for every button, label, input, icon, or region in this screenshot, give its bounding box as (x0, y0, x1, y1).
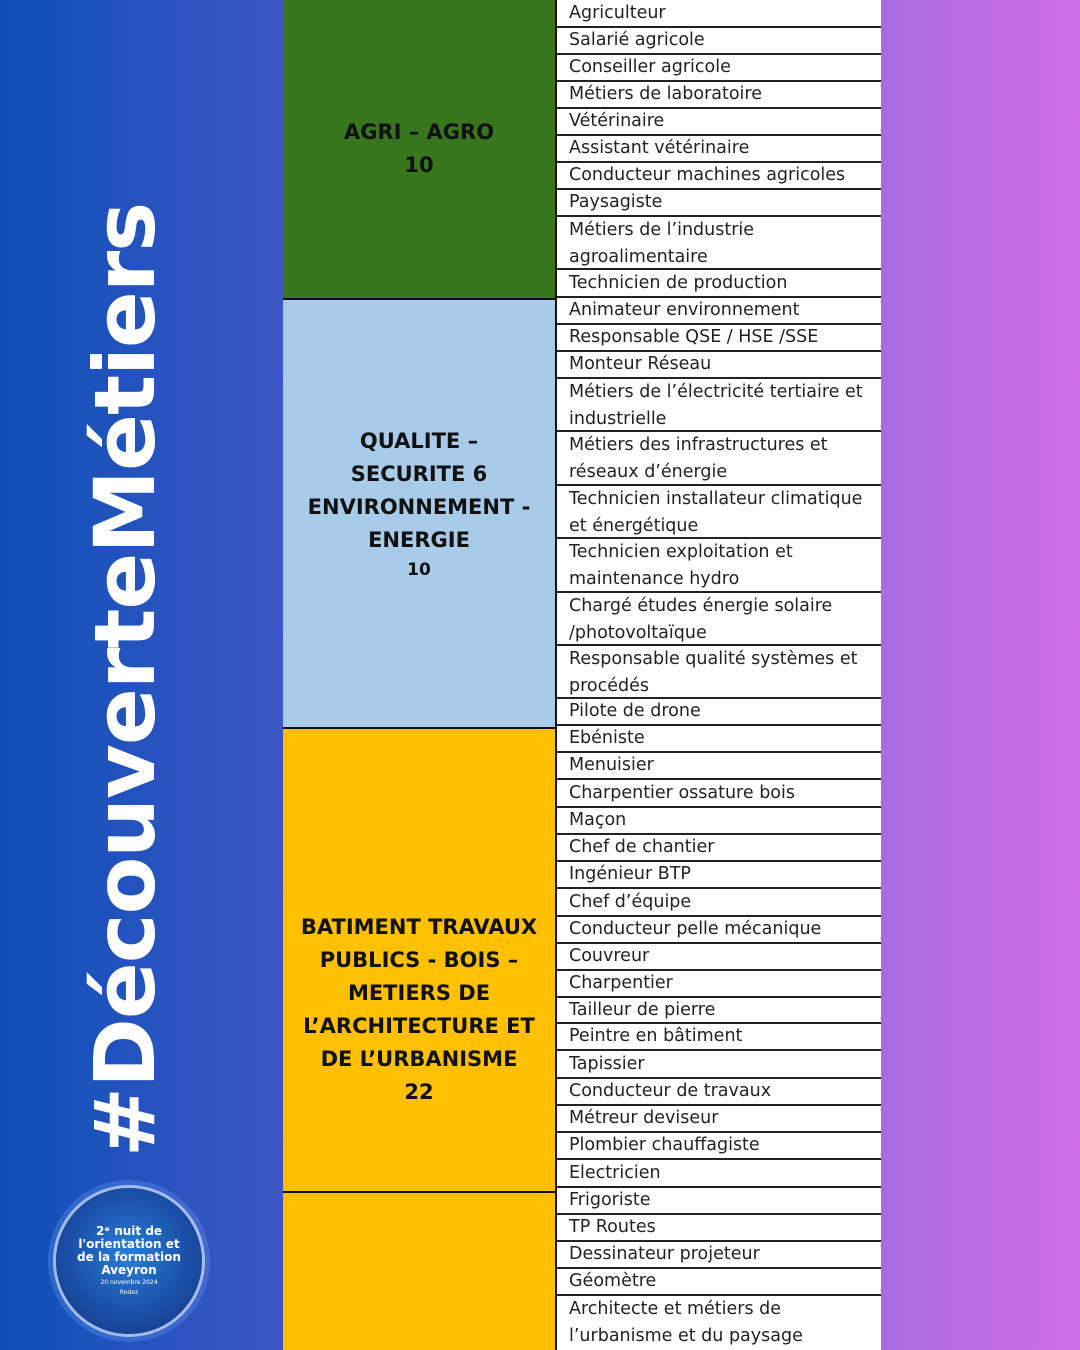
job-row: Technicien de production (557, 270, 881, 298)
job-row: Responsable QSE / HSE /SSE (557, 325, 881, 352)
category-qse-name-1: QUALITE – (359, 428, 479, 453)
job-row: Frigoriste (557, 1188, 881, 1215)
category-qse-name-2: SECURITE 6 (350, 461, 488, 486)
badge-city: Rodez (119, 1289, 139, 1296)
job-row: Maçon (557, 808, 881, 835)
job-row: Ebéniste (557, 726, 881, 753)
job-row: Conducteur de travaux (557, 1079, 881, 1106)
job-row: Chef d’équipe (557, 889, 881, 917)
job-row: Conducteur pelle mécanique (557, 917, 881, 944)
job-row: Tapissier (557, 1051, 881, 1079)
job-row: Monteur Réseau (557, 352, 881, 379)
category-qse-count: 10 (407, 559, 431, 580)
hashtag-title: #DécouverteMétiers (76, 202, 174, 1158)
job-row: Charpentier ossature bois (557, 780, 881, 808)
job-row: Métreur deviseur (557, 1106, 881, 1133)
job-row: Chef de chantier (557, 835, 881, 862)
job-row: Tailleur de pierre (557, 998, 881, 1024)
job-row: Architecte et métiers de l’urbanisme et du paysage (557, 1296, 881, 1350)
job-row: Métiers de l’industrie agroalimentaire (557, 217, 881, 270)
job-row: Chargé études énergie solaire /photovoltaïque (557, 593, 881, 646)
job-row: Ingénieur BTP (557, 862, 881, 889)
job-row: Plombier chauffagiste (557, 1133, 881, 1160)
badge-date: 20 novembre 2024 (100, 1279, 158, 1286)
job-row: Vétérinaire (557, 109, 881, 136)
job-row: Conseiller agricole (557, 55, 881, 82)
job-row: Technicien installateur climatique et énergétique (557, 486, 881, 539)
job-row: Paysagiste (557, 190, 881, 217)
job-row: Technicien exploitation et maintenance hydro (557, 539, 881, 593)
job-row: Dessinateur projeteur (557, 1242, 881, 1269)
job-row: Géomètre (557, 1269, 881, 1296)
job-row: TP Routes (557, 1215, 881, 1242)
category-btp-name-3: METIERS DE (347, 981, 491, 1005)
category-agri-agro (283, 0, 557, 300)
category-qualite-securite (283, 300, 557, 729)
job-row: Salarié agricole (557, 28, 881, 55)
job-row: Métiers des infrastructures et réseaux d’énergie (557, 432, 881, 486)
job-row: Métiers de laboratoire (557, 82, 881, 109)
category-batiment (283, 729, 557, 1193)
job-row: Peintre en bâtiment (557, 1024, 881, 1051)
category-qse-name-4: ENERGIE (368, 527, 470, 552)
badge-line-1: 2ᵉ nuit de (95, 1224, 163, 1238)
job-row: Couvreur (557, 944, 881, 971)
badge-line-2: l'orientation et (78, 1237, 180, 1251)
job-row: Conducteur machines agricoles (557, 163, 881, 190)
job-row: Animateur environnement (557, 298, 881, 325)
job-row: Pilote de drone (557, 699, 881, 726)
job-row: Assistant vétérinaire (557, 136, 881, 163)
event-logo-badge (56, 1188, 202, 1334)
badge-line-4: Aveyron (101, 1263, 157, 1277)
category-btp-name-1: BATIMENT TRAVAUX (300, 915, 538, 939)
category-qse-name-3: ENVIRONNEMENT - (307, 494, 531, 519)
job-row: Agriculteur (557, 0, 881, 28)
jobs-table (283, 0, 881, 1350)
job-row: Métiers de l’électricité tertiaire et industrielle (557, 379, 881, 432)
category-agri-count: 10 (404, 153, 434, 177)
badge-line-3: de la formation (77, 1250, 181, 1264)
job-row: Menuisier (557, 753, 881, 780)
category-btp-name-2: PUBLICS - BOIS – (319, 948, 519, 972)
job-row: Responsable qualité systèmes et procédés (557, 646, 881, 699)
category-btp-name-5: DE L’URBANISME (320, 1047, 518, 1071)
job-row: Charpentier (557, 971, 881, 998)
category-btp-name-4: L’ARCHITECTURE ET (303, 1014, 535, 1038)
job-row: Electricien (557, 1160, 881, 1188)
category-btp-count: 22 (404, 1080, 434, 1104)
category-batiment-continued (283, 1193, 557, 1350)
category-agri-name: AGRI – AGRO (343, 120, 495, 144)
